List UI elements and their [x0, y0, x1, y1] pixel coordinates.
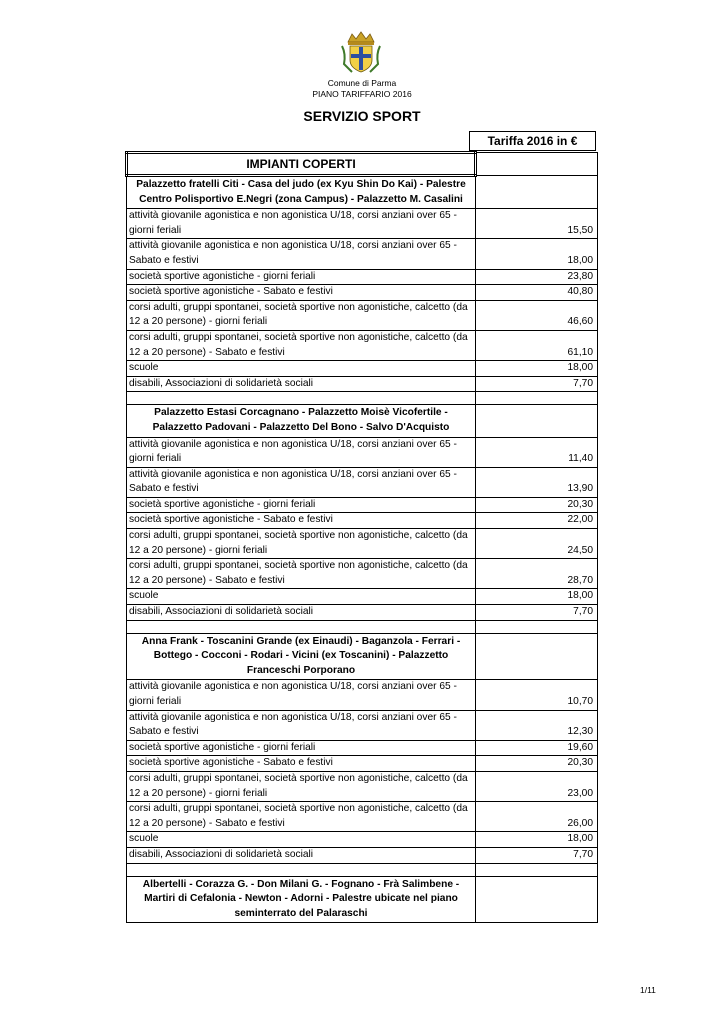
tariff-column-header: Tariffa 2016 in €: [469, 131, 596, 151]
facility-group-heading-row: [127, 633, 598, 680]
empty-cell: [476, 405, 598, 437]
empty-cell: [476, 620, 598, 633]
tariff-row: [127, 710, 598, 740]
tariff-price: 12,30: [476, 710, 598, 740]
tariff-price: 20,30: [476, 756, 598, 772]
tariff-row: [127, 497, 598, 513]
tariff-price: 40,80: [476, 285, 598, 301]
tariff-price: 23,80: [476, 269, 598, 285]
tariff-row: [127, 239, 598, 269]
municipality-name: Comune di Parma: [327, 78, 397, 88]
empty-cell: [476, 392, 598, 405]
facility-group-heading: Palazzetto fratelli Citi - Casa del judo (ex Kyu Shin Do Kai) - Palestre Centro Polisportivo E.Negri (zona Campus) - Palazzetto M. Casalini: [127, 176, 476, 209]
tariff-description: società sportive agonistiche - giorni feriali: [127, 269, 476, 285]
tariff-description: corsi adulti, gruppi spontanei, società sportive non agonistiche, calcetto (da 12 a 20 persone) - Sabato e festivi: [127, 802, 476, 832]
tariff-row: [127, 300, 598, 330]
tariff-price: 23,00: [476, 771, 598, 801]
tariff-row: [127, 269, 598, 285]
tariff-row: [127, 589, 598, 605]
tariff-description: società sportive agonistiche - Sabato e festivi: [127, 285, 476, 301]
facility-group-heading: Palazzetto Estasi Corcagnano - Palazzetto Moisè Vicofertile - Palazzetto Padovani - Palazzetto Del Bono - Salvo D'Acquisto: [127, 405, 476, 437]
tariff-price: 26,00: [476, 802, 598, 832]
tariff-price: 24,50: [476, 529, 598, 559]
tariff-price: 13,90: [476, 467, 598, 497]
tariff-price: 20,30: [476, 497, 598, 513]
spacer-row: [127, 392, 598, 405]
tariff-description: scuole: [127, 361, 476, 377]
tariff-description: società sportive agonistiche - Sabato e festivi: [127, 513, 476, 529]
facility-group-heading: Albertelli - Corazza G. - Don Milani G. - Fognano - Frà Salimbene - Martiri di Cefalonia - Newton - Adorni - Palestre ubicate nel piano seminterrato del Palaraschi: [127, 876, 476, 923]
tariff-description: attività giovanile agonistica e non agonistica U/18, corsi anziani over 65 - Sabato e festivi: [127, 239, 476, 269]
tariff-description: società sportive agonistiche - giorni feriali: [127, 740, 476, 756]
tariff-price: 18,00: [476, 589, 598, 605]
empty-cell: [476, 153, 598, 176]
section-title: IMPIANTI COPERTI: [127, 153, 476, 176]
tariff-description: corsi adulti, gruppi spontanei, società sportive non agonistiche, calcetto (da 12 a 20 persone) - giorni feriali: [127, 529, 476, 559]
facility-group-heading-row: [127, 405, 598, 437]
tariff-row: [127, 529, 598, 559]
tariff-row: [127, 467, 598, 497]
tariff-row: [127, 209, 598, 239]
tariff-description: disabili, Associazioni di solidarietà sociali: [127, 376, 476, 392]
tariff-price: 46,60: [476, 300, 598, 330]
tariff-price: 22,00: [476, 513, 598, 529]
empty-cell: [476, 863, 598, 876]
page-title: SERVIZIO SPORT: [303, 108, 421, 124]
tariff-row: [127, 513, 598, 529]
empty-cell: [476, 633, 598, 680]
facility-group-heading: Anna Frank - Toscanini Grande (ex Einaudi) - Baganzola - Ferrari - Bottego - Cocconi - Rodari - Vicini (ex Toscanini) - Palazzetto Franceschi Porporano: [127, 633, 476, 680]
tariff-description: corsi adulti, gruppi spontanei, società sportive non agonistiche, calcetto (da 12 a 20 persone) - giorni feriali: [127, 300, 476, 330]
tariff-row: [127, 361, 598, 377]
tariff-price: 18,00: [476, 239, 598, 269]
facility-group-heading-row: [127, 876, 598, 923]
section-header-row: [127, 153, 598, 176]
parma-coat-of-arms-icon: [338, 30, 384, 74]
tariff-description: corsi adulti, gruppi spontanei, società sportive non agonistiche, calcetto (da 12 a 20 persone) - Sabato e festivi: [127, 330, 476, 360]
empty-cell: [476, 176, 598, 209]
tariff-row: [127, 771, 598, 801]
tariff-description: disabili, Associazioni di solidarietà sociali: [127, 847, 476, 863]
tariff-row: [127, 605, 598, 621]
tariff-description: disabili, Associazioni di solidarietà sociali: [127, 605, 476, 621]
tariff-row: [127, 376, 598, 392]
tariff-row: [127, 802, 598, 832]
tariff-row: [127, 756, 598, 772]
tariff-row: [127, 680, 598, 710]
tariff-price: 15,50: [476, 209, 598, 239]
empty-cell: [127, 863, 476, 876]
tariff-price: 11,40: [476, 437, 598, 467]
tariff-price: 61,10: [476, 330, 598, 360]
tariff-row: [127, 285, 598, 301]
plan-name: PIANO TARIFFARIO 2016: [312, 89, 412, 99]
facility-group-heading-row: [127, 176, 598, 209]
spacer-row: [127, 863, 598, 876]
empty-cell: [127, 620, 476, 633]
tariff-description: attività giovanile agonistica e non agonistica U/18, corsi anziani over 65 - giorni feriali: [127, 437, 476, 467]
tariff-price: 19,60: [476, 740, 598, 756]
tariff-description: attività giovanile agonistica e non agonistica U/18, corsi anziani over 65 - Sabato e festivi: [127, 467, 476, 497]
tariff-price: 10,70: [476, 680, 598, 710]
tariff-description: scuole: [127, 832, 476, 848]
tariff-description: società sportive agonistiche - giorni feriali: [127, 497, 476, 513]
tariff-description: attività giovanile agonistica e non agonistica U/18, corsi anziani over 65 - Sabato e festivi: [127, 710, 476, 740]
tariff-price: 18,00: [476, 361, 598, 377]
tariff-description: attività giovanile agonistica e non agonistica U/18, corsi anziani over 65 - giorni feriali: [127, 209, 476, 239]
tariff-description: attività giovanile agonistica e non agonistica U/18, corsi anziani over 65 - giorni feriali: [127, 680, 476, 710]
tariff-price: 7,70: [476, 376, 598, 392]
tariff-description: corsi adulti, gruppi spontanei, società sportive non agonistiche, calcetto (da 12 a 20 persone) - giorni feriali: [127, 771, 476, 801]
tariff-description: società sportive agonistiche - Sabato e festivi: [127, 756, 476, 772]
empty-cell: [127, 392, 476, 405]
spacer-row: [127, 620, 598, 633]
tariff-row: [127, 559, 598, 589]
empty-cell: [476, 876, 598, 923]
tariff-row: [127, 847, 598, 863]
tariff-table: [125, 151, 598, 923]
tariff-description: scuole: [127, 589, 476, 605]
tariff-price: 28,70: [476, 559, 598, 589]
tariff-description: corsi adulti, gruppi spontanei, società sportive non agonistiche, calcetto (da 12 a 20 persone) - Sabato e festivi: [127, 559, 476, 589]
tariff-price: 7,70: [476, 605, 598, 621]
tariff-price: 7,70: [476, 847, 598, 863]
tariff-row: [127, 330, 598, 360]
tariff-row: [127, 832, 598, 848]
page-number: 1/11: [640, 985, 656, 995]
tariff-price: 18,00: [476, 832, 598, 848]
tariff-row: [127, 740, 598, 756]
tariff-row: [127, 437, 598, 467]
